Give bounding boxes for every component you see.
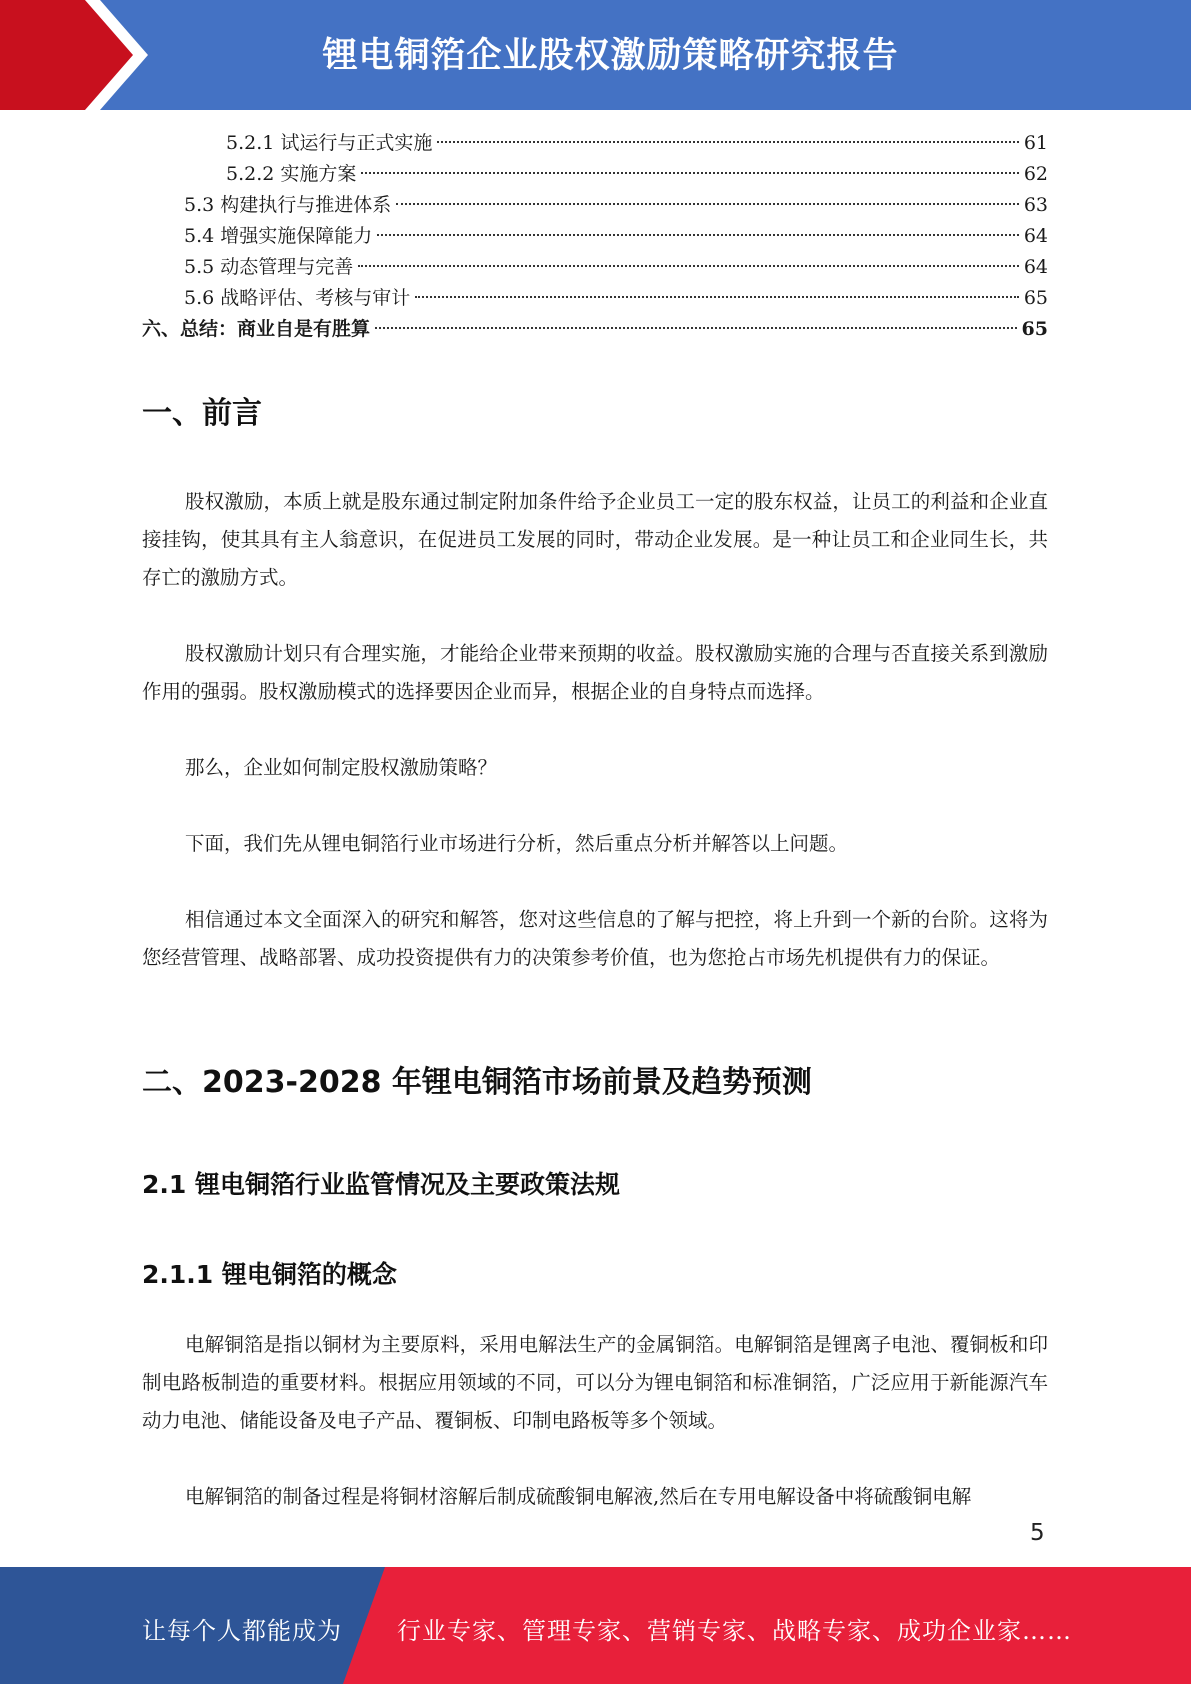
body-paragraph: 股权激励，本质上就是股东通过制定附加条件给予企业员工一定的股东权益，让员工的利益和企业直接挂钩，使其具有主人翁意识，在促进员工发展的同时，带动企业发展。是一种让员工和企业同生长，共存亡的激励方式。 — [142, 490, 1048, 589]
toc-entry-title: 5.2.2 实施方案 — [226, 163, 357, 185]
body-paragraph: 相信通过本文全面深入的研究和解答，您对这些信息的了解与把控，将上升到一个新的台阶。这将为您经营管理、战略部署、成功投资提供有力的决策参考价值，也为您抢占市场先机提供有力的保证。 — [142, 908, 1048, 969]
toc-entry-page: 65 — [1021, 318, 1048, 340]
toc-entry-title: 5.5 动态管理与完善 — [184, 256, 354, 278]
toc-entry-page: 65 — [1023, 287, 1048, 309]
toc-entry[interactable] — [142, 283, 1048, 314]
toc-entry[interactable] — [142, 221, 1048, 252]
footer-slogan-right: 行业专家、管理专家、营销专家、战略专家、成功企业家…… — [397, 1617, 1072, 1645]
body-paragraph: 那么，企业如何制定股权激励策略？ — [185, 756, 498, 779]
toc-entry-title: 5.3 构建执行与推进体系 — [184, 194, 392, 216]
toc-entry-page: 64 — [1023, 256, 1048, 278]
toc-entry[interactable] — [142, 190, 1048, 221]
table-of-contents — [142, 128, 1048, 345]
page-number: 5 — [1030, 1520, 1045, 1546]
body-paragraph: 股权激励计划只有合理实施，才能给企业带来预期的收益。股权激励实施的合理与否直接关系到激励作用的强弱。股权激励模式的选择要因企业而异，根据企业的自身特点而选择。 — [142, 642, 1048, 703]
section-heading-preface: 一、前言 — [142, 396, 262, 431]
section-heading-market: 二、2023-2028 年锂电铜箔市场前景及趋势预测 — [142, 1065, 812, 1100]
body-paragraph: 电解铜箔是指以铜材为主要原料，采用电解法生产的金属铜箔。电解铜箔是锂离子电池、覆铜板和印制电路板制造的重要材料。根据应用领域的不同，可以分为锂电铜箔和标准铜箔，广泛应用于新能源汽车动力电池、储能设备及电子产品、覆铜板、印制电路板等多个领域。 — [142, 1333, 1048, 1432]
toc-entry[interactable] — [142, 159, 1048, 190]
toc-entry-page: 63 — [1023, 194, 1048, 216]
toc-entry-title: 六、总结：商业自是有胜算 — [142, 318, 371, 340]
toc-entry-title: 5.2.1 试运行与正式实施 — [226, 132, 433, 154]
toc-entry-page: 64 — [1023, 225, 1048, 247]
body-paragraph: 电解铜箔的制备过程是将铜材溶解后制成硫酸铜电解液,然后在专用电解设备中将硫酸铜电解 — [185, 1485, 972, 1508]
toc-entry-chapter[interactable] — [142, 314, 1048, 345]
toc-entry-page: 61 — [1023, 132, 1048, 154]
subsection-heading: 2.1 锂电铜箔行业监管情况及主要政策法规 — [142, 1170, 620, 1199]
report-title: 锂电铜箔企业股权激励策略研究报告 — [322, 36, 899, 76]
toc-entry[interactable] — [142, 252, 1048, 283]
footer-slogan-left: 让每个人都能成为 — [142, 1617, 342, 1645]
page-footer — [0, 1567, 1191, 1684]
toc-entry[interactable] — [142, 128, 1048, 159]
body-paragraph: 下面，我们先从锂电铜箔行业市场进行分析，然后重点分析并解答以上问题。 — [185, 832, 849, 855]
toc-entry-title: 5.4 增强实施保障能力 — [184, 225, 373, 247]
toc-entry-page: 62 — [1023, 163, 1048, 185]
subsubsection-heading: 2.1.1 锂电铜箔的概念 — [142, 1260, 397, 1289]
page-header — [0, 0, 1191, 110]
toc-entry-title: 5.6 战略评估、考核与审计 — [184, 287, 411, 309]
